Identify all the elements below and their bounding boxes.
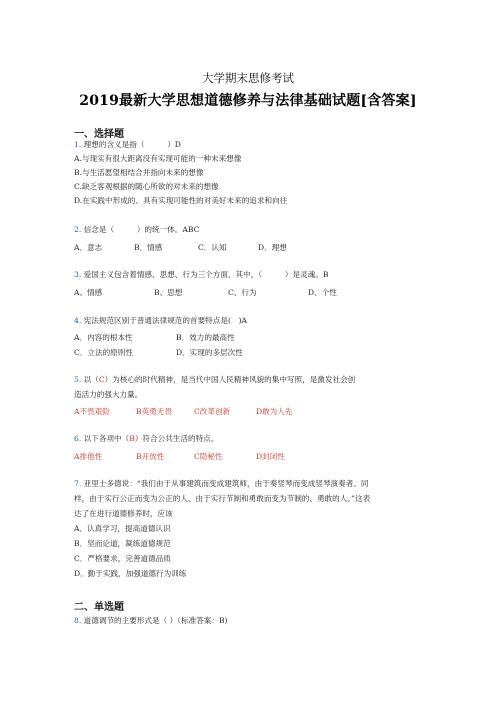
question-text: 理想的含义是指（ ）D — [83, 140, 181, 149]
option-b: B英勇无畏 — [136, 407, 172, 416]
option-c: C．认知 — [198, 243, 227, 252]
option-b: B．效力的最高性 — [176, 333, 235, 342]
exam-title: 2019最新大学思想道德修养与法律基础试题[含答案] — [79, 93, 417, 109]
question-1-option-a: A.与现实有很大距离没有实现可能的一种未来想像 — [74, 154, 242, 163]
section-heading-single-choice: 二、单选题 — [74, 602, 124, 613]
question-5-stem-cont: 造活力的强大力量。 — [74, 390, 143, 399]
question-number: 6. — [74, 434, 82, 443]
question-number: 8. — [74, 616, 82, 625]
answer-letter: C — [98, 375, 105, 384]
option-b: B开放性 — [136, 452, 165, 461]
option-a: A．意志 — [74, 243, 103, 252]
option-c: C．立法的原则性 — [74, 348, 133, 357]
question-7-option-b: B．坚而论道，凝练道德规范 — [74, 539, 171, 548]
section-heading-choice: 一、选择题 — [74, 129, 124, 140]
question-7-option-a: A．认真学习，提高道德认识 — [74, 524, 171, 533]
question-2-stem — [74, 225, 199, 235]
option-a: A、情感 — [74, 288, 103, 297]
option-c: C、行为 — [228, 288, 257, 297]
question-text: 信念是（ ）的统一体。ABC — [83, 225, 200, 234]
option-d: D敢为人先 — [256, 407, 293, 416]
option-a: A．内容的根本性 — [74, 333, 133, 342]
question-1-option-b: B.与生活愿望相结合并指向未来的想像 — [74, 168, 204, 177]
question-text-pre: 以（ — [83, 375, 99, 384]
question-text: 宪法规范区别于普通法律规范的首要特点是( )A — [83, 316, 247, 325]
question-3-stem — [74, 270, 328, 280]
option-d: D、个性 — [308, 288, 337, 297]
question-1-option-d: D.在实践中形成的、具有实现可能性的对美好未来的追求和向往 — [74, 196, 288, 205]
question-1-stem — [74, 140, 181, 150]
option-c: C改革创新 — [194, 407, 231, 416]
question-text: 道德调节的主要形式是（ ）（标准答案：B) — [83, 616, 228, 625]
question-number: 2. — [74, 225, 82, 234]
answer-letter: B — [129, 434, 135, 443]
option-d: D．实现的多层次性 — [176, 348, 243, 357]
question-text: 亚里士多德说：“我们由于从事建筑而变成建筑师，由于奏竖琴而变成竖琴演奏者。同 — [83, 479, 369, 488]
option-d: D．理想 — [258, 243, 287, 252]
option-c: C隐秘性 — [194, 452, 223, 461]
question-6-stem — [74, 434, 218, 444]
option-a: A排他性 — [74, 452, 103, 461]
option-d: D封闭性 — [256, 452, 285, 461]
question-number: 5. — [74, 375, 82, 384]
question-number: 1. — [74, 140, 82, 149]
question-number: 3. — [74, 270, 82, 279]
question-7-stem-line2: 样，由于实行公正而变为公正的人，由于实行节制和勇敢而变为节制的、勇敢的人。”这表 — [74, 494, 371, 503]
question-text-post: ）为核心的时代精神，是当代中国人民精神风貌的集中写照，是激发社会创 — [104, 375, 356, 384]
question-5-stem — [74, 375, 355, 385]
exam-subtitle: 大学期末思修考试 — [202, 71, 294, 85]
option-a: A不畏艰险 — [74, 407, 110, 416]
option-b: B．情感 — [134, 243, 163, 252]
option-b: B、思想 — [154, 288, 183, 297]
question-8-stem — [74, 616, 228, 626]
question-text-pre: 以下各项中（ — [83, 434, 130, 443]
question-7-stem-line1 — [74, 479, 369, 489]
question-7-option-d: D．勤于实践，加强道德行为训练 — [74, 569, 187, 578]
question-text-post: ）符合公共生活的特点。 — [134, 434, 219, 443]
question-7-stem-line3: 达了在进行道德修养时，应该 — [74, 509, 173, 518]
question-number: 7. — [74, 479, 82, 488]
question-number: 4. — [74, 316, 82, 325]
question-1-option-c: C.缺乏客观根据的随心所欲的对未来的想像 — [74, 182, 219, 191]
question-4-stem — [74, 316, 247, 326]
question-7-option-c: C．严格要求，完善道德品质 — [74, 554, 171, 563]
question-text: 爱国主义包含着情感、思想、行为三个方面，其中，（ ）是灵魂。B — [83, 270, 329, 279]
